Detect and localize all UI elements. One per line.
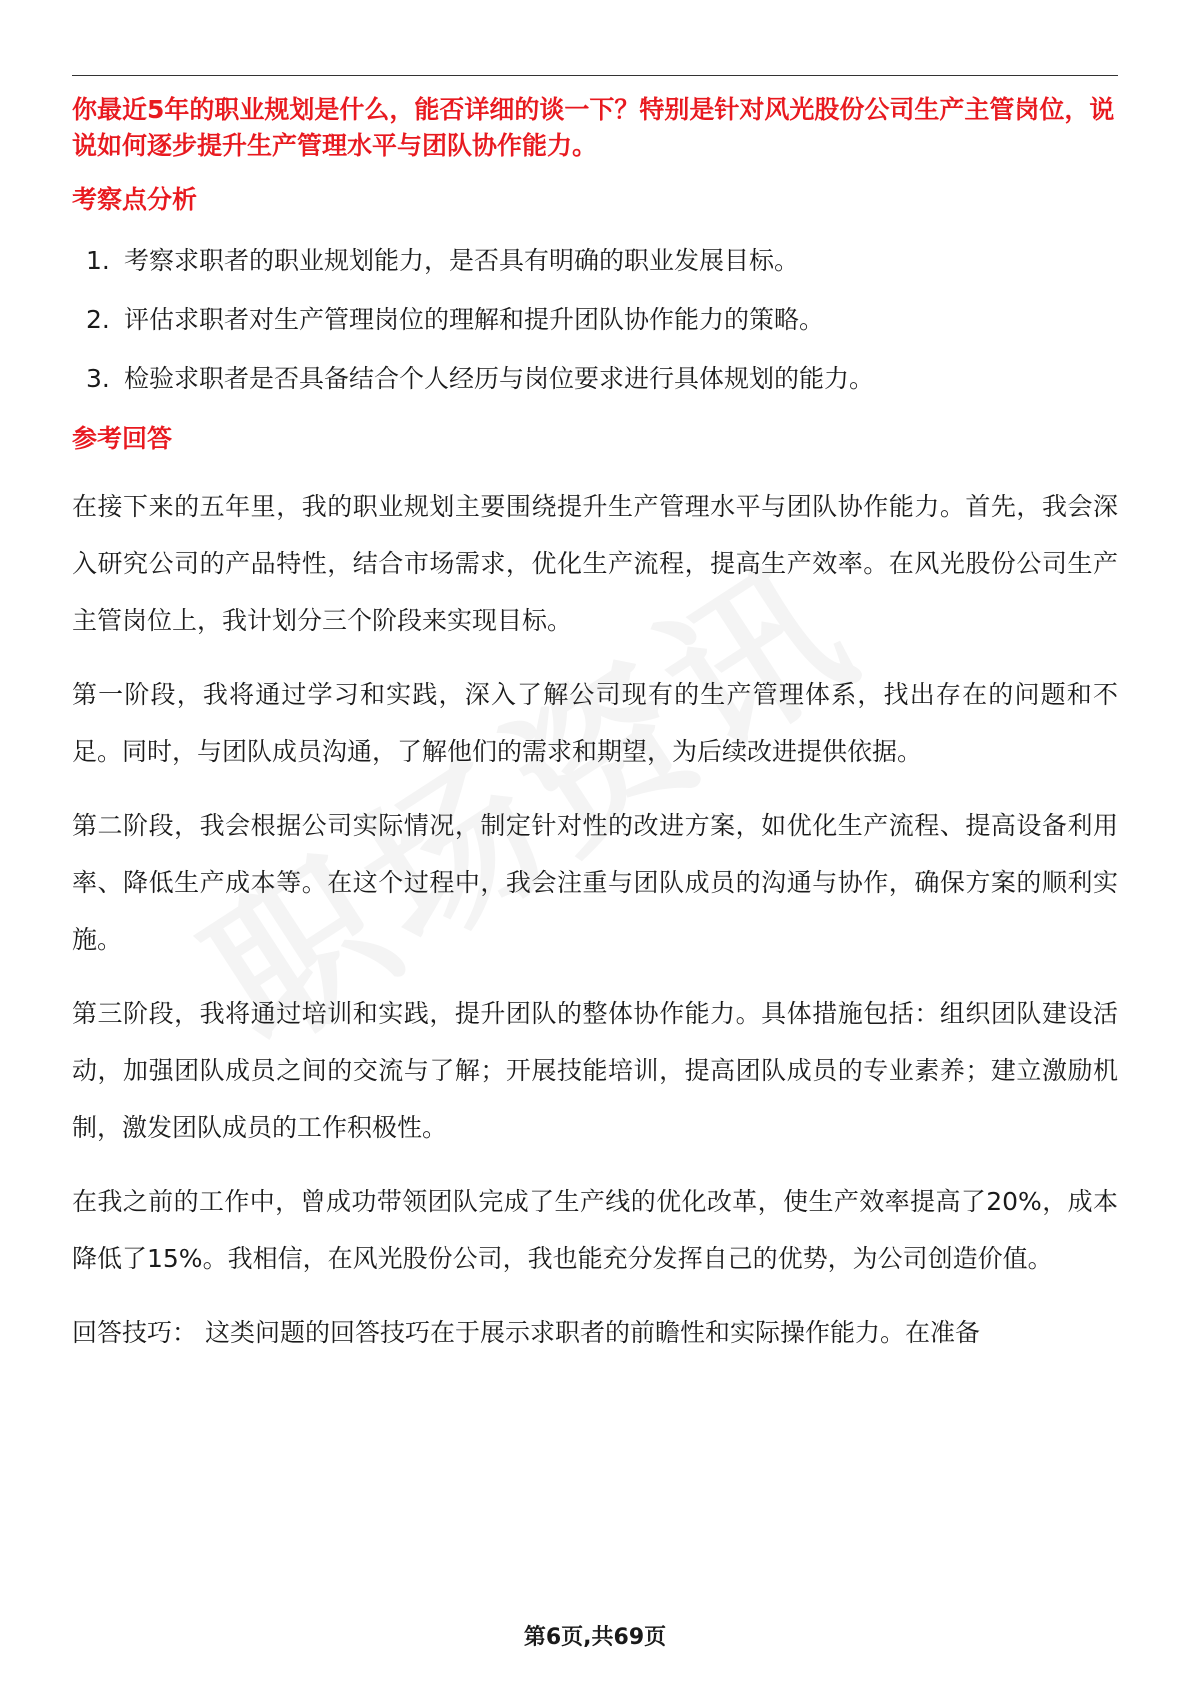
page-number: 第6页,共69页 (523, 1625, 667, 1650)
point-text: 检验求职者是否具备结合个人经历与岗位要求进行具体规划的能力。 (124, 364, 875, 393)
analysis-point (72, 245, 1118, 277)
point-text: 评估求职者对生产管理岗位的理解和提升团队协作能力的策略。 (124, 305, 825, 334)
answer-paragraph: 第二阶段，我会根据公司实际情况，制定针对性的改进方案，如优化生产流程、提高设备利用率、降低生产成本等。在这个过程中，我会注重与团队成员的沟通与协作，确保方案的顺利实施。 (72, 811, 1118, 954)
document-body (72, 92, 1118, 1361)
answer-title: 参考回答 (72, 424, 173, 453)
answer-paragraph: 第三阶段，我将通过培训和实践，提升团队的整体协作能力。具体措施包括：组织团队建设活动，加强团队成员之间的交流与了解；开展技能培训，提高团队成员的专业素养；建立激励机制，激发团队成员的工作积极性。 (72, 999, 1118, 1142)
point-text: 考察求职者的职业规划能力，是否具有明确的职业发展目标。 (124, 246, 800, 275)
analysis-point (72, 363, 1118, 395)
analysis-point (72, 304, 1118, 336)
answer-paragraph: 在接下来的五年里，我的职业规划主要围绕提升生产管理水平与团队协作能力。首先，我会深入研究公司的产品特性，结合市场需求，优化生产流程，提高生产效率。在风光股份公司生产主管岗位上，我计划分三个阶段来实现目标。 (72, 492, 1118, 635)
interview-question: 你最近5年的职业规划是什么，能否详细的谈一下？特别是针对风光股份公司生产主管岗位，说说如何逐步提升生产管理水平与团队协作能力。 (72, 95, 1115, 160)
top-divider (72, 75, 1118, 76)
point-number: 2. (86, 305, 110, 334)
point-number: 3. (86, 364, 110, 393)
answer-paragraph: 第一阶段，我将通过学习和实践，深入了解公司现有的生产管理体系，找出存在的问题和不足。同时，与团队成员沟通，了解他们的需求和期望，为后续改进提供依据。 (72, 680, 1118, 766)
answer-paragraph: 在我之前的工作中，曾成功带领团队完成了生产线的优化改革，使生产效率提高了20%，成本降低了15%。我相信，在风光股份公司，我也能充分发挥自己的优势，为公司创造价值。 (72, 1187, 1118, 1273)
answer-tips: 回答技巧： 这类问题的回答技巧在于展示求职者的前瞻性和实际操作能力。在准备 (72, 1318, 980, 1347)
analysis-title: 考察点分析 (72, 185, 198, 214)
analysis-points (72, 245, 1118, 395)
point-number: 1. (86, 246, 110, 275)
